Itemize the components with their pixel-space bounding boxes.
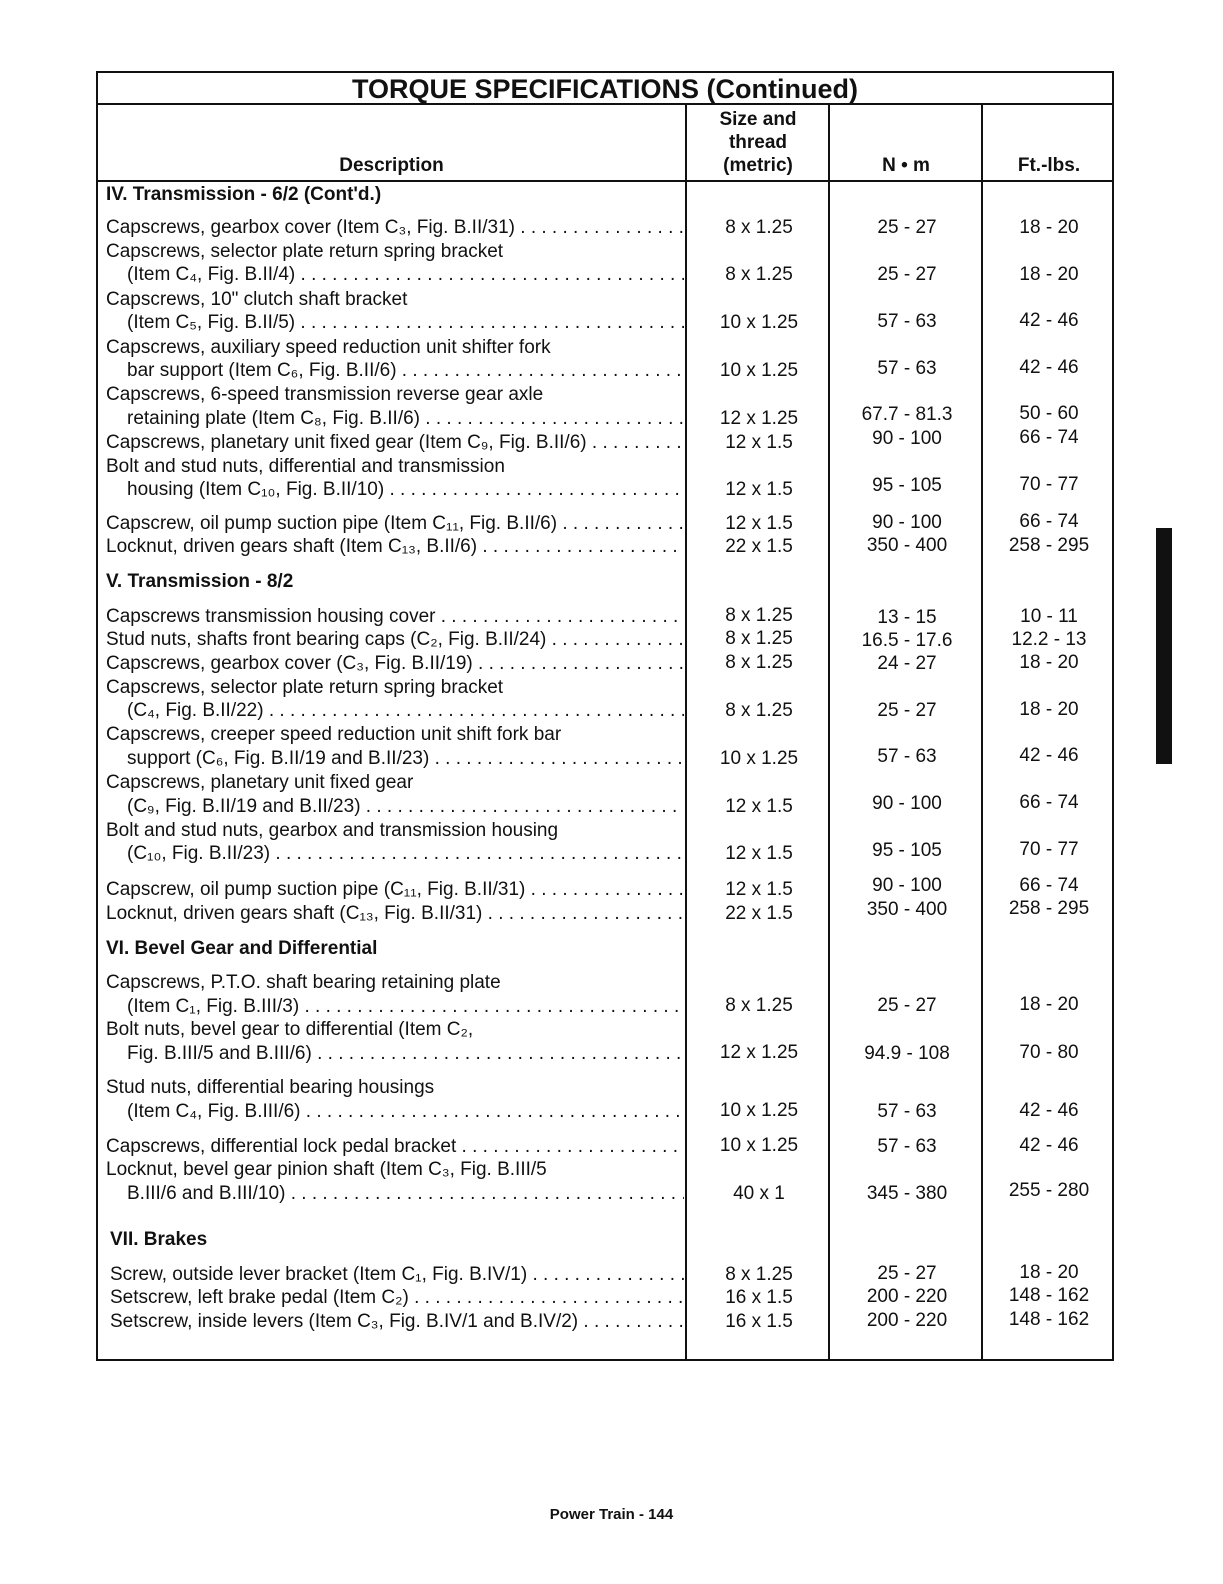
row-nm: 25 - 27 xyxy=(877,995,937,1016)
row-description: Capscrews, gearbox cover (Item C₃, Fig. B.II/31) . . . xyxy=(106,216,684,239)
header-ftlbs: Ft.-lbs. xyxy=(1017,155,1081,176)
row-description: Locknut, bevel gear pinion shaft (Item C₃, Fig. B.III/5 xyxy=(106,1159,547,1180)
row-description: Stud nuts, differential bearing housings xyxy=(106,1077,435,1098)
row-description-cont: housing (Item C₁₀, Fig. B.II/10) . . . xyxy=(127,478,684,501)
row-ftlbs: 148 - 162 xyxy=(1008,1285,1090,1306)
row-size: 22 x 1.5 xyxy=(725,903,793,924)
row-description-cont: support (C₆, Fig. B.II/19 and B.II/23) . . . xyxy=(127,747,684,770)
section-heading: VII. Brakes xyxy=(110,1229,208,1250)
row-nm: 57 - 63 xyxy=(877,1101,937,1122)
row-description-cont: Fig. B.III/5 and B.III/6) . . . xyxy=(127,1042,684,1065)
row-ftlbs: 18 - 20 xyxy=(1019,264,1079,285)
row-description-cont: B.III/6 and B.III/10) . . . xyxy=(127,1182,684,1205)
row-size: 10 x 1.25 xyxy=(719,360,799,381)
row-description: Capscrew, oil pump suction pipe (Item C₁₁, Fig. B.II/6) . . . xyxy=(106,512,684,535)
torque-spec-table xyxy=(96,71,1114,1361)
row-size: 8 x 1.25 xyxy=(725,700,793,721)
row-description-cont: (C₄, Fig. B.II/22) . . . xyxy=(127,699,684,722)
row-description: Capscrews, auxiliary speed reduction unit shifter fork xyxy=(106,337,551,358)
row-size: 8 x 1.25 xyxy=(725,217,793,238)
row-description: Capscrews, selector plate return spring bracket xyxy=(106,241,504,262)
row-nm: 57 - 63 xyxy=(877,746,937,767)
row-description-cont: bar support (Item C₆, Fig. B.II/6) . . . xyxy=(127,359,684,382)
row-description: Stud nuts, shafts front bearing caps (C₂, Fig. B.II/24) . . . xyxy=(106,628,684,651)
header-size xyxy=(688,108,828,177)
row-nm: 350 - 400 xyxy=(866,535,948,556)
table-title: TORQUE SPECIFICATIONS (Continued) xyxy=(98,73,1112,105)
row-description: Capscrews, 10" clutch shaft bracket xyxy=(106,289,408,310)
row-nm: 345 - 380 xyxy=(866,1183,948,1204)
row-ftlbs: 18 - 20 xyxy=(1019,652,1079,673)
row-size: 12 x 1.5 xyxy=(725,513,793,534)
row-nm: 25 - 27 xyxy=(877,1263,937,1284)
section-heading: VI. Bevel Gear and Differential xyxy=(106,938,378,959)
row-description-cont: (C₉, Fig. B.II/19 and B.II/23) . . . xyxy=(127,795,684,818)
row-ftlbs: 42 - 46 xyxy=(1019,745,1079,766)
row-ftlbs: 10 - 11 xyxy=(1020,606,1078,627)
row-ftlbs: 70 - 77 xyxy=(1019,839,1079,860)
header-description: Description xyxy=(339,155,444,176)
section-heading: IV. Transmission - 6/2 (Cont'd.) xyxy=(106,184,382,205)
row-size: 10 x 1.25 xyxy=(719,312,799,333)
header-size-line: thread xyxy=(728,132,788,153)
row-ftlbs: 18 - 20 xyxy=(1019,994,1079,1015)
row-nm: 57 - 63 xyxy=(877,358,937,379)
row-size: 8 x 1.25 xyxy=(725,605,793,626)
row-ftlbs: 66 - 74 xyxy=(1019,427,1079,448)
row-description: Capscrews, creeper speed reduction unit shift fork bar xyxy=(106,724,562,745)
row-nm: 90 - 100 xyxy=(872,793,942,814)
row-description: Capscrews, 6-speed transmission reverse gear axle xyxy=(106,384,544,405)
row-size: 8 x 1.25 xyxy=(725,995,793,1016)
row-description-cont: (C₁₀, Fig. B.II/23) . . . xyxy=(127,842,684,865)
row-size: 12 x 1.5 xyxy=(725,432,793,453)
row-description: Capscrews, gearbox cover (C₃, Fig. B.II/19) . . . xyxy=(106,652,684,675)
row-size: 12 x 1.25 xyxy=(719,408,799,429)
row-description: Capscrews transmission housing cover . . . xyxy=(106,605,684,628)
row-size: 10 x 1.25 xyxy=(719,1135,799,1156)
row-ftlbs: 42 - 46 xyxy=(1019,1135,1079,1156)
row-nm: 94.9 - 108 xyxy=(864,1043,950,1064)
column-divider xyxy=(828,105,830,1359)
row-description: Locknut, driven gears shaft (Item C₁₃, B.II/6) . . . xyxy=(106,535,684,558)
row-ftlbs: 148 - 162 xyxy=(1008,1309,1090,1330)
row-nm: 16.5 - 17.6 xyxy=(861,630,953,651)
row-size: 12 x 1.5 xyxy=(725,843,793,864)
row-description: Capscrews, selector plate return spring bracket xyxy=(106,677,504,698)
row-description-cont: (Item C₁, Fig. B.III/3) . . . xyxy=(127,995,684,1018)
row-ftlbs: 66 - 74 xyxy=(1019,875,1079,896)
row-nm: 25 - 27 xyxy=(877,217,937,238)
row-size: 12 x 1.5 xyxy=(725,479,793,500)
row-ftlbs: 12.2 - 13 xyxy=(1011,629,1087,650)
row-nm: 200 - 220 xyxy=(866,1310,948,1331)
row-ftlbs: 18 - 20 xyxy=(1019,1262,1079,1283)
row-ftlbs: 18 - 20 xyxy=(1019,699,1079,720)
row-nm: 350 - 400 xyxy=(866,899,948,920)
row-size: 40 x 1 xyxy=(733,1183,785,1204)
header-size-line: Size and xyxy=(719,109,797,130)
row-nm: 90 - 100 xyxy=(872,875,942,896)
row-nm: 67.7 - 81.3 xyxy=(861,404,953,425)
row-ftlbs: 42 - 46 xyxy=(1019,1100,1079,1121)
row-description: Setscrew, inside levers (Item C₃, Fig. B.IV/1 and B.IV/2) . . . xyxy=(110,1310,688,1333)
row-ftlbs: 42 - 46 xyxy=(1019,310,1079,331)
row-nm: 25 - 27 xyxy=(877,700,937,721)
row-ftlbs: 70 - 77 xyxy=(1019,474,1079,495)
row-ftlbs: 70 - 80 xyxy=(1019,1042,1079,1063)
row-size: 16 x 1.5 xyxy=(725,1287,793,1308)
row-nm: 25 - 27 xyxy=(877,264,937,285)
header-divider xyxy=(98,180,1112,182)
row-nm: 95 - 105 xyxy=(872,840,942,861)
row-description: Capscrews, P.T.O. shaft bearing retaining plate xyxy=(106,972,501,993)
row-size: 22 x 1.5 xyxy=(725,536,793,557)
row-description-cont: retaining plate (Item C₈, Fig. B.II/6) . . . xyxy=(127,407,684,430)
page-footer: Power Train - 144 xyxy=(549,1506,674,1523)
row-nm: 57 - 63 xyxy=(877,1136,937,1157)
row-nm: 200 - 220 xyxy=(866,1286,948,1307)
row-size: 8 x 1.25 xyxy=(725,264,793,285)
row-size: 12 x 1.25 xyxy=(719,1042,799,1063)
row-description: Capscrews, planetary unit fixed gear xyxy=(106,772,414,793)
row-ftlbs: 258 - 295 xyxy=(1008,535,1090,556)
row-description-cont: (Item C₄, Fig. B.II/4) . . . xyxy=(127,263,684,286)
row-ftlbs: 258 - 295 xyxy=(1008,898,1090,919)
row-ftlbs: 66 - 74 xyxy=(1019,511,1079,532)
row-description: Bolt nuts, bevel gear to differential (Item C₂, xyxy=(106,1019,474,1040)
row-size: 10 x 1.25 xyxy=(719,748,799,769)
row-nm: 13 - 15 xyxy=(877,607,937,628)
row-nm: 24 - 27 xyxy=(877,653,937,674)
row-description: Capscrews, planetary unit fixed gear (Item C₉, Fig. B.II/6) . . . xyxy=(106,431,684,454)
column-divider xyxy=(981,105,983,1359)
header-nm: N • m xyxy=(882,155,930,176)
row-description-cont: (Item C₅, Fig. B.II/5) . . . xyxy=(127,311,684,334)
row-description: Bolt and stud nuts, gearbox and transmission housing xyxy=(106,820,559,841)
row-description: Locknut, driven gears shaft (C₁₃, Fig. B.II/31) . . . xyxy=(106,902,684,925)
row-nm: 90 - 100 xyxy=(872,428,942,449)
row-ftlbs: 66 - 74 xyxy=(1019,792,1079,813)
row-ftlbs: 255 - 280 xyxy=(1008,1180,1090,1201)
row-size: 8 x 1.25 xyxy=(725,652,793,673)
section-heading: V. Transmission - 8/2 xyxy=(106,571,294,592)
row-size: 8 x 1.25 xyxy=(725,628,793,649)
row-size: 8 x 1.25 xyxy=(725,1264,793,1285)
row-ftlbs: 18 - 20 xyxy=(1019,217,1079,238)
row-size: 12 x 1.5 xyxy=(725,796,793,817)
row-ftlbs: 50 - 60 xyxy=(1019,403,1079,424)
row-ftlbs: 42 - 46 xyxy=(1019,357,1079,378)
row-description: Bolt and stud nuts, differential and transmission xyxy=(106,456,505,477)
row-size: 10 x 1.25 xyxy=(719,1100,799,1121)
row-description-cont: (Item C₄, Fig. B.III/6) . . . xyxy=(127,1100,684,1123)
row-size: 16 x 1.5 xyxy=(725,1311,793,1332)
row-nm: 90 - 100 xyxy=(872,512,942,533)
row-description: Screw, outside lever bracket (Item C₁, Fig. B.IV/1) . . . xyxy=(110,1263,688,1286)
header-size-line: (metric) xyxy=(723,155,793,176)
row-description: Capscrews, differential lock pedal bracket . . . xyxy=(106,1135,684,1158)
column-divider xyxy=(685,105,687,1359)
row-nm: 57 - 63 xyxy=(877,311,937,332)
row-size: 12 x 1.5 xyxy=(725,879,793,900)
row-description: Setscrew, left brake pedal (Item C₂) . . . xyxy=(110,1286,688,1309)
row-description: Capscrew, oil pump suction pipe (C₁₁, Fig. B.II/31) . . . xyxy=(106,878,684,901)
row-nm: 95 - 105 xyxy=(872,475,942,496)
section-tab-marker xyxy=(1156,528,1172,764)
